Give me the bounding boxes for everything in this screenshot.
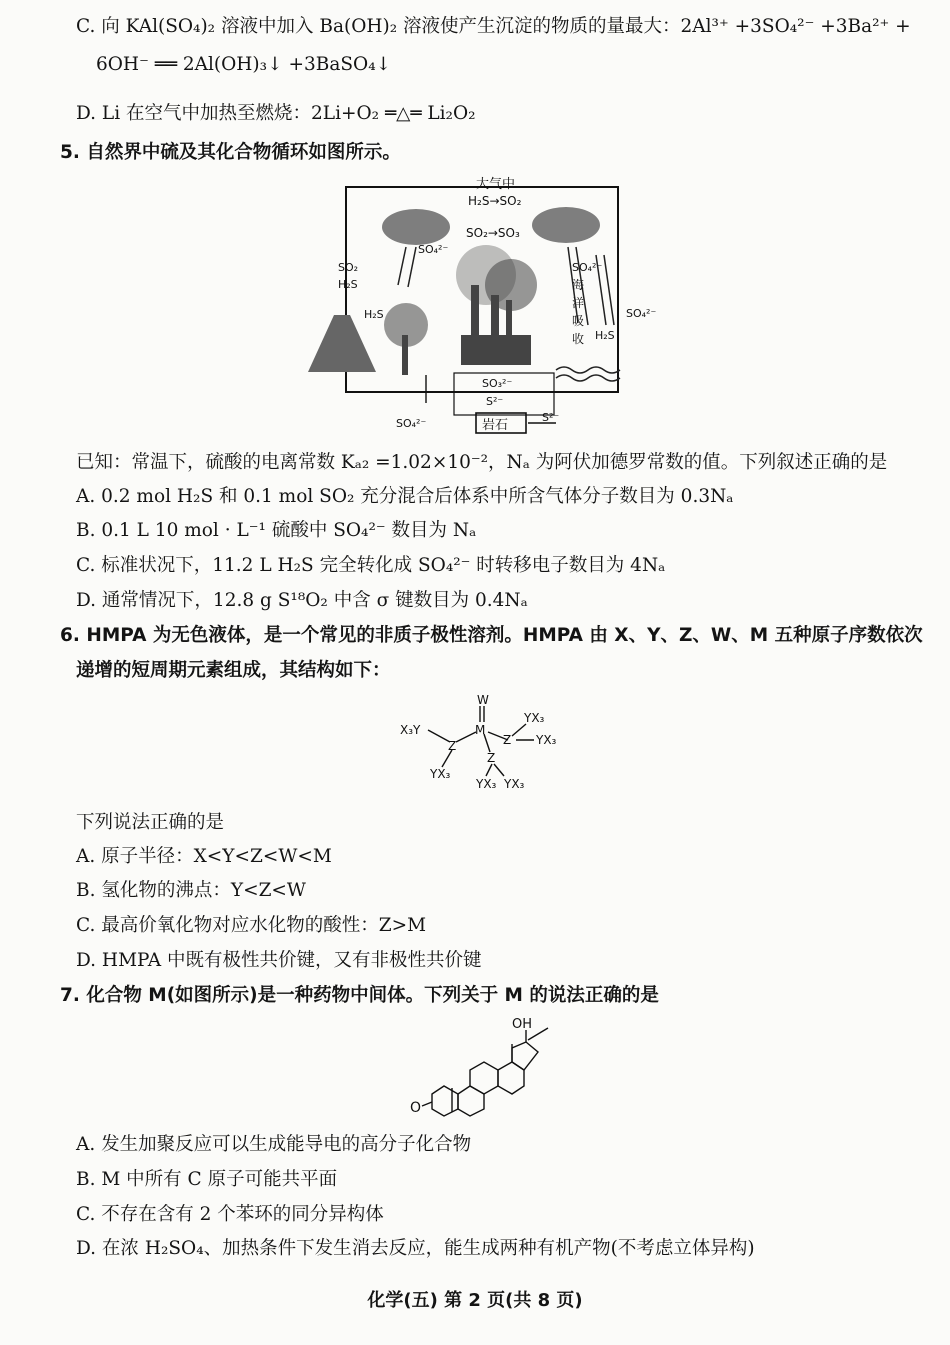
label-so2-to-so3: SO₂→SO₃ <box>466 226 520 240</box>
page-footer: 化学(五) 第 2 页(共 8 页) <box>367 1290 583 1311</box>
label-sulfide-center: S²⁻ <box>486 395 504 408</box>
q7-option-d: D. 在浓 H₂SO₄、加热条件下发生消去反应，能生成两种有机产物(不考虑立体异构) <box>76 1238 755 1259</box>
hmpa-z-bottom: Z <box>487 751 496 765</box>
label-ocean-4: 收 <box>572 332 585 346</box>
label-ocean-2: 洋 <box>572 296 585 310</box>
q6-option-b: B. 氢化物的沸点：Y<Z<W <box>76 880 306 901</box>
hmpa-m: M <box>475 723 486 737</box>
label-sulfate-bottom: SO₄²⁻ <box>396 417 427 430</box>
label-h2s-to-so2: H₂S→SO₂ <box>468 194 522 208</box>
q6-option-c: C. 最高价氧化物对应水化物的酸性：Z>M <box>76 915 427 936</box>
q5-option-c: C. 标准状况下，11.2 L H₂S 完全转化成 SO₄²⁻ 时转移电子数目为 4Nₐ <box>76 555 666 576</box>
q7-stem: 7. 化合物 M(如图所示)是一种药物中间体。下列关于 M 的说法正确的是 <box>60 985 659 1006</box>
label-sulfite: SO₃²⁻ <box>482 377 513 390</box>
hmpa-yx3-bottom-left: YX₃ <box>476 777 497 791</box>
hmpa-z-left: Z <box>448 739 457 753</box>
hmpa-structure <box>400 692 590 792</box>
q5-stem: 5. 自然界中硫及其化合物循环如图所示。 <box>60 142 401 163</box>
label-so2-volcano: SO₂ <box>338 261 359 274</box>
hmpa-z-right: Z <box>503 733 512 747</box>
hmpa-yx3-right: YX₃ <box>536 733 557 747</box>
compound-m-o: O <box>410 1100 422 1116</box>
q4-option-c-line2: 6OH⁻ ══ 2Al(OH)₃↓ +3BaSO₄↓ <box>96 54 392 75</box>
label-sulfide-right: S²⁻ <box>542 411 560 424</box>
label-h2s-tree: H₂S <box>364 308 384 321</box>
q5-known: 已知：常温下，硫酸的电离常数 Kₐ₂ =1.02×10⁻²，Nₐ 为阿伏加德罗常数的值。下列叙述正确的是 <box>76 452 888 473</box>
q5-option-d: D. 通常情况下，12.8 g S¹⁸O₂ 中含 σ 键数目为 0.4Nₐ <box>76 590 528 611</box>
q4-option-d: D. Li 在空气中加热至燃烧：2Li+O₂ ═△═ Li₂O₂ <box>76 103 476 124</box>
label-sulfate-rain: SO₄²⁻ <box>572 261 603 274</box>
q6-option-a: A. 原子半径：X<Y<Z<W<M <box>76 846 332 867</box>
label-rock: 岩石 <box>482 418 509 433</box>
q4-option-c-line1: C. 向 KAl(SO₄)₂ 溶液中加入 Ba(OH)₂ 溶液使产生沉淀的物质的量最大：2Al³⁺ +3SO₄²⁻ +3Ba²⁺ + <box>76 16 911 37</box>
label-ocean-1: 海 <box>572 278 585 292</box>
label-h2s-ocean: H₂S <box>595 329 615 342</box>
label-sulfate-cloud-left: SO₄²⁻ <box>418 243 449 256</box>
q6-stem-line1: 6. HMPA 为无色液体，是一个常见的非质子极性溶剂。HMPA 由 X、Y、Z、W、M 五种原子序数依次 <box>60 625 923 646</box>
q5-option-a: A. 0.2 mol H₂S 和 0.1 mol SO₂ 充分混合后体系中所含气体分子数目为 0.3Nₐ <box>76 486 734 507</box>
q7-option-b: B. M 中所有 C 原子可能共平面 <box>76 1169 338 1190</box>
hmpa-yx3-left: YX₃ <box>430 767 451 781</box>
label-atmosphere: 大气中 <box>476 177 516 192</box>
label-ocean-3: 吸 <box>572 314 585 328</box>
sulfur-cycle-diagram <box>306 175 686 437</box>
hmpa-w: W <box>477 693 489 707</box>
compound-m-structure <box>408 1014 568 1119</box>
hmpa-yx3-bottom-right: YX₃ <box>504 777 525 791</box>
hmpa-yx3-top-right: YX₃ <box>524 711 545 725</box>
q7-option-a: A. 发生加聚反应可以生成能导电的高分子化合物 <box>76 1134 472 1155</box>
q6-ask: 下列说法正确的是 <box>76 812 225 833</box>
q6-stem-line2: 递增的短周期元素组成，其结构如下： <box>76 660 391 681</box>
q6-option-d: D. HMPA 中既有极性共价键，又有非极性共价键 <box>76 950 482 971</box>
q5-option-b: B. 0.1 L 10 mol · L⁻¹ 硫酸中 SO₄²⁻ 数目为 Nₐ <box>76 520 477 541</box>
q7-option-c: C. 不存在含有 2 个苯环的同分异构体 <box>76 1204 384 1225</box>
compound-m-oh: OH <box>512 1017 533 1032</box>
label-h2s-volcano: H₂S <box>338 278 358 291</box>
label-sulfate-right: SO₄²⁻ <box>626 307 657 320</box>
hmpa-x3y: X₃Y <box>400 723 421 737</box>
